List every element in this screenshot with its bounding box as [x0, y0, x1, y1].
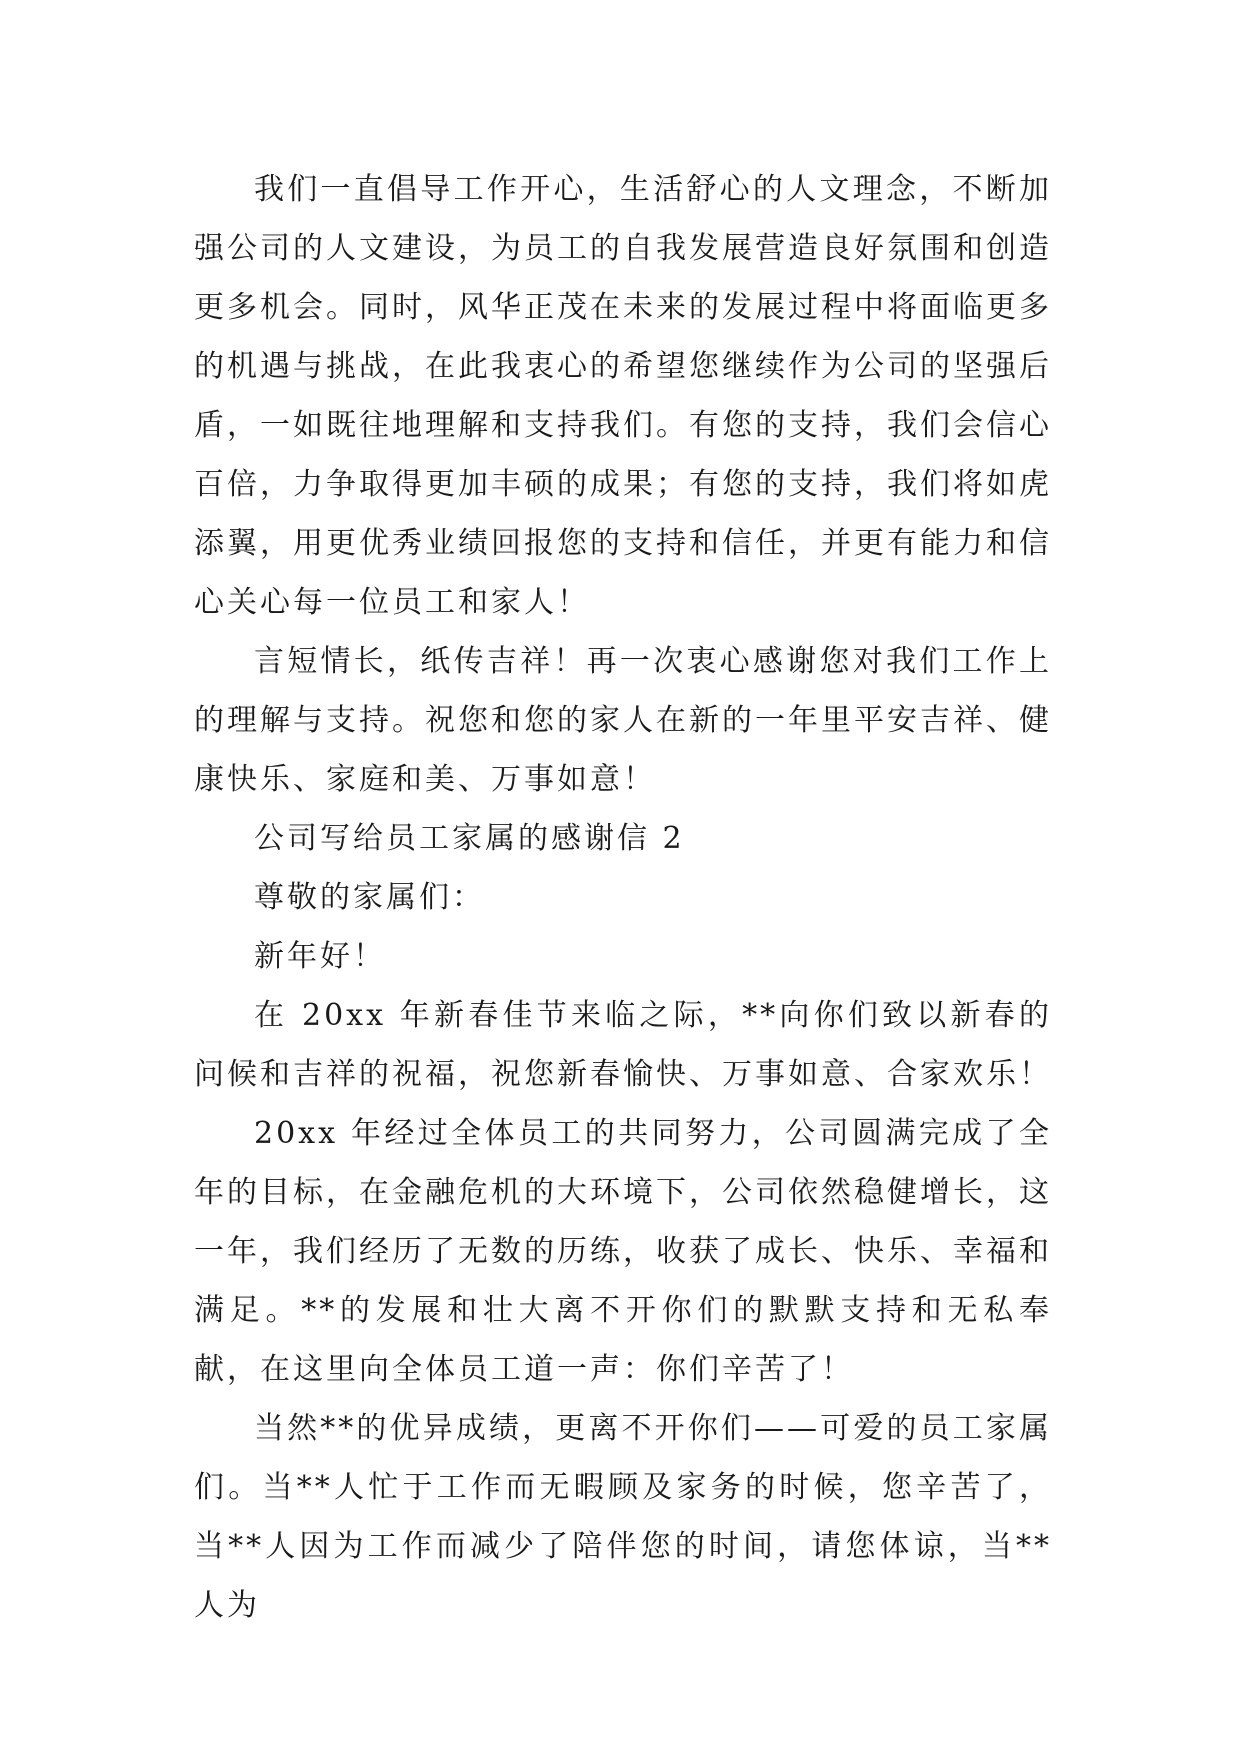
letter-title: 公司写给员工家属的感谢信 2 — [254, 821, 685, 856]
paragraph-thanks: 言短情长，纸传吉祥！再一次衷心感谢您对我们工作上的理解与支持。祝您和您的家人在新的一年里平安吉祥、健康快乐、家庭和美、万事如意！ — [194, 644, 1052, 797]
greeting: 新年好！ — [254, 939, 386, 974]
paragraph-new-year-wishes: 在 20xx 年新春佳节来临之际，**向你们致以新春的问候和吉祥的祝福，祝您新春愉快、万事如意、合家欢乐！ — [194, 998, 1052, 1092]
paragraph-family-thanks: 当然**的优异成绩，更离不开你们——可爱的员工家属们。当**人忙于工作而无暇顾及家务的时候，您辛苦了，当**人因为工作而减少了陪伴您的时间，请您体谅，当**人为 — [194, 1411, 1052, 1623]
paragraph-annual-summary: 20xx 年经过全体员工的共同努力，公司圆满完成了全年的目标，在金融危机的大环境下，公司依然稳健增长，这一年，我们经历了无数的历练，收获了成长、快乐、幸福和满足。**的发展和壮大离不开你们的默默支持和无私奉献，在这里向全体员工道一声：你们辛苦了！ — [194, 1116, 1052, 1387]
paragraph-culture: 我们一直倡导工作开心，生活舒心的人文理念，不断加强公司的人文建设，为员工的自我发展营造良好氛围和创造更多机会。同时，风华正茂在未来的发展过程中将面临更多的机遇与挑战，在此我衷心的希望您继续作为公司的坚强后盾，一如既往地理解和支持我们。有您的支持，我们会信心百倍，力争取得更加丰硕的成果；有您的支持，我们将如虎添翼，用更优秀业绩回报您的支持和信任，并更有能力和信心关心每一位员工和家人！ — [194, 172, 1052, 620]
salutation: 尊敬的家属们： — [254, 880, 485, 915]
document-body — [194, 160, 1052, 1635]
